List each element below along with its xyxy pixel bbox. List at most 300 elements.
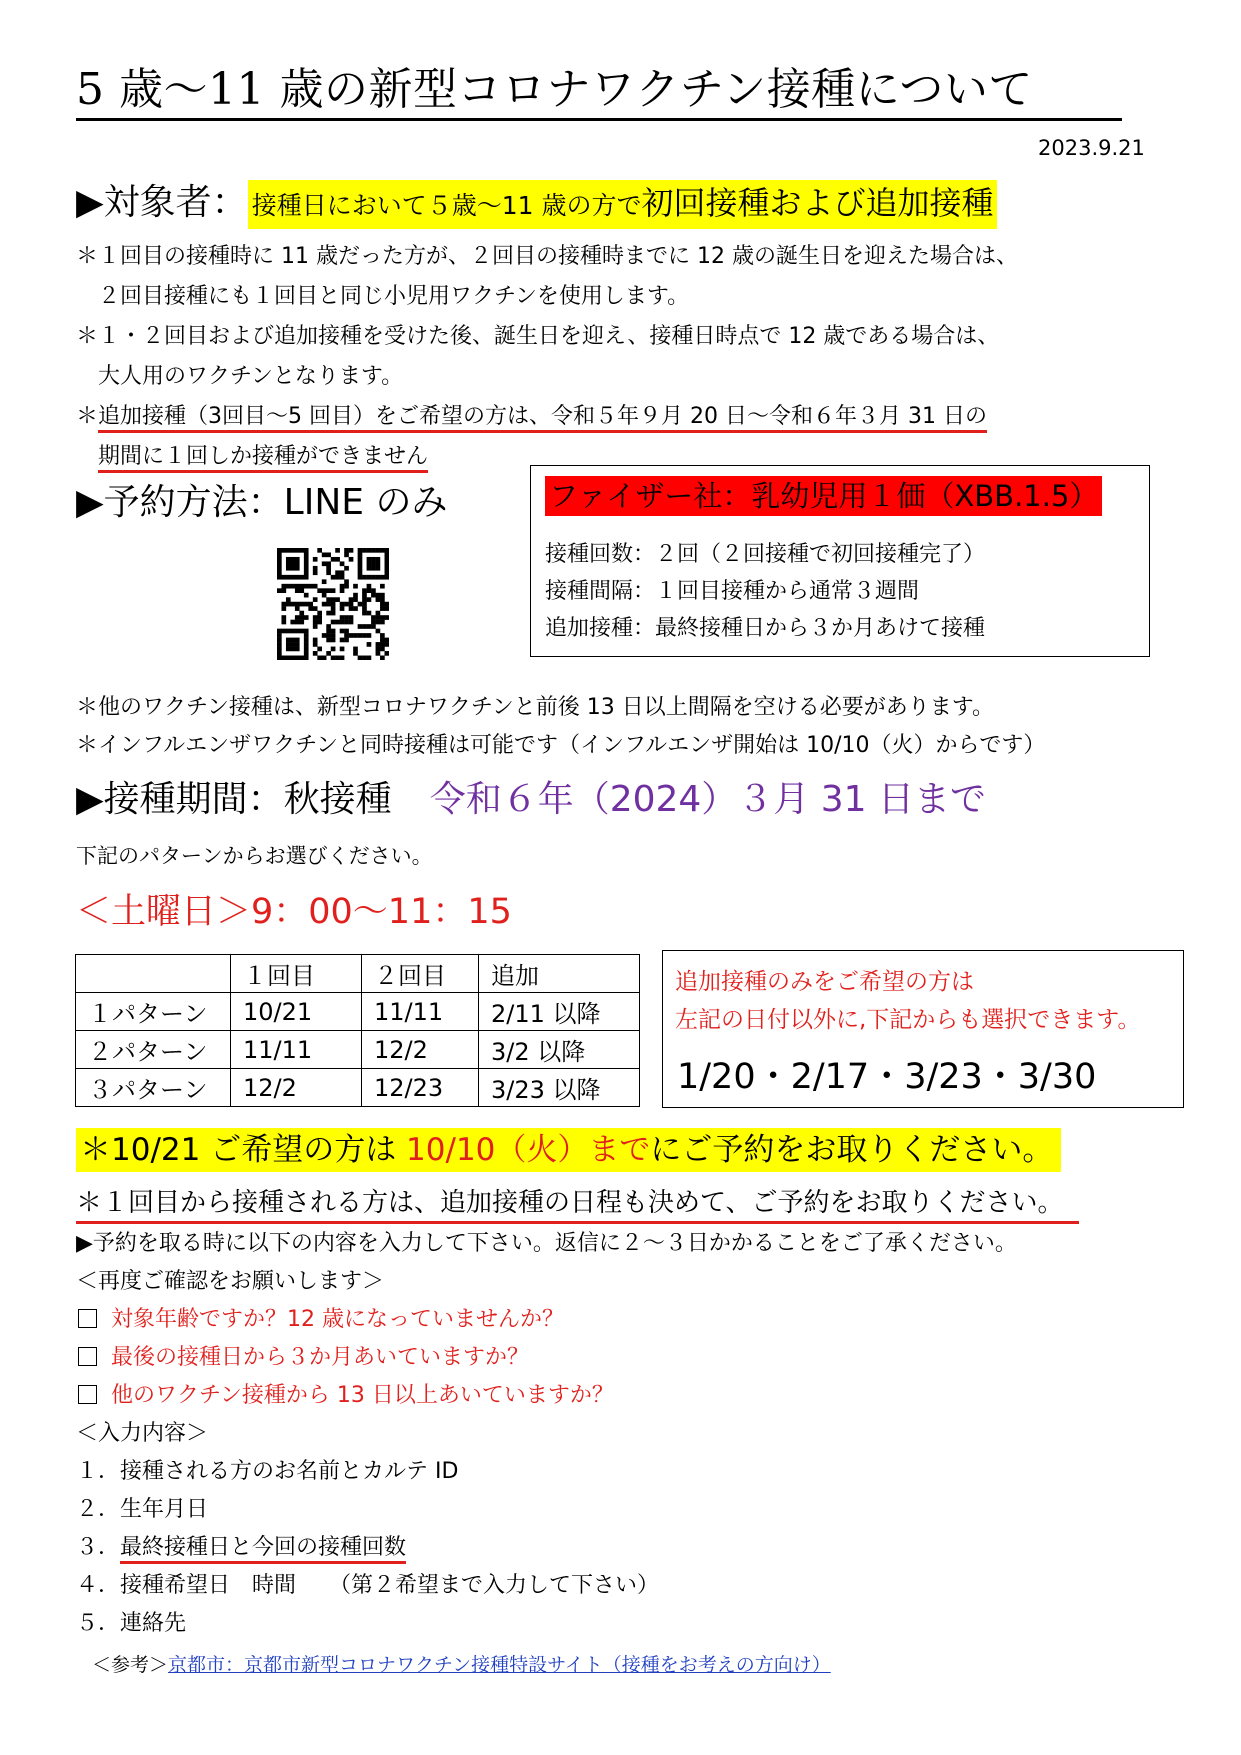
qr-module [331,611,336,616]
qr-module [385,566,389,571]
qr-module [286,575,291,580]
table-cell: 11/11 [362,993,479,1031]
check-label: 他のワクチン接種から 13 日以上あいていますか？ [111,1383,614,1408]
qr-module [281,584,286,589]
qr-module [358,656,363,660]
qr-module [353,584,358,589]
qr-module [353,651,358,656]
qr-module [290,566,295,571]
qr-module [304,633,309,638]
qr-module [367,548,372,553]
qr-module [322,579,327,584]
qr-module [308,584,313,589]
vaccine-info-box [530,465,1150,657]
qr-module [317,588,322,593]
qr-module [286,561,291,566]
input-item-4: ４．接種希望日 時間 （第２希望まで入力して下さい） [76,1573,660,1598]
qr-module [295,557,300,562]
qr-module [304,638,309,643]
qr-module [304,642,309,647]
qr-module [331,602,336,607]
table-cell: 11/11 [231,1031,362,1069]
qr-module [304,593,309,598]
qr-module [380,633,385,638]
qr-module [326,629,331,634]
qr-module [385,615,389,620]
qr-module [344,566,349,571]
note-3-text: 追加接種（3回目〜5 回目）をご希望の方は、令和５年９月 20 日〜令和６年３月 31 日の [98,404,987,433]
qr-module [290,647,295,652]
qr-module [277,647,282,652]
qr-module [335,656,340,660]
qr-module [299,548,304,553]
qr-module [385,642,389,647]
qr-module [322,588,327,593]
qr-module [277,642,282,647]
qr-module [277,638,282,643]
qr-module [286,597,291,602]
qr-module [290,620,295,625]
qr-module [277,629,282,634]
reference-link[interactable]: 京都市：京都市新型コロナワクチン接種特設サイト（接種をお考えの方向け） [168,1654,831,1676]
qr-module [331,647,336,652]
qr-module [367,597,372,602]
note-3-line-1 [76,398,987,436]
qr-module [362,611,367,616]
qr-module [295,615,300,620]
page-title: 5 歳〜11 歳の新型コロナワクチン接種について [76,64,1033,115]
qr-module [385,552,389,557]
qr-module [331,633,336,638]
input-item-3-num: ３． [76,1535,121,1560]
qr-module [290,561,295,566]
qr-module [344,620,349,625]
qr-module [376,620,381,625]
qr-module [358,566,363,571]
qr-module [380,593,385,598]
qr-module [371,615,376,620]
qr-module [362,606,367,611]
qr-module [295,548,300,553]
qr-module [376,647,381,652]
reconfirm-heading: ＜再度ご確認をお願いします＞ [76,1269,385,1294]
qr-module [340,575,345,580]
reservation-heading: ▶予約方法：LINE のみ [76,482,448,523]
reference-label: ＜参考＞ [92,1654,169,1676]
qr-module [362,548,367,553]
qr-module [286,642,291,647]
qr-module [385,570,389,575]
checkbox-icon[interactable] [78,1309,97,1328]
qr-module [290,638,295,643]
qr-module [344,615,349,620]
table-cell: 2/11 以降 [479,993,640,1031]
qr-module [385,651,389,656]
qr-module [295,602,300,607]
qr-module [290,602,295,607]
qr-module [295,566,300,571]
qr-module [317,611,322,616]
qr-module [376,651,381,656]
booster-line-1: 追加接種のみをご希望の方は [675,969,974,995]
qr-module [295,584,300,589]
qr-module [304,651,309,656]
qr-module [295,656,300,660]
qr-module [371,561,376,566]
qr-module [281,575,286,580]
qr-module [295,561,300,566]
qr-module [358,624,363,629]
qr-module [286,548,291,553]
qr-module [304,552,309,557]
qr-module [322,552,327,557]
checkbox-icon[interactable] [78,1385,97,1404]
qr-module [290,656,295,660]
qr-module [277,633,282,638]
qr-module [344,602,349,607]
note-1-line-2: ２回目接種にも１回目と同じ小児用ワクチンを使用します。 [98,284,690,309]
qr-module [335,557,340,562]
qr-module [326,561,331,566]
qr-module [367,575,372,580]
qr-module [299,620,304,625]
qr-module [344,552,349,557]
qr-module [286,566,291,571]
table-header: 追加 [479,955,640,993]
qr-module [299,615,304,620]
qr-module [344,584,349,589]
qr-module [340,561,345,566]
deadline-b: 10/10（火）まで [406,1132,651,1168]
qr-module [322,593,327,598]
qr-module [367,584,372,589]
qr-module [376,557,381,562]
qr-module [353,647,358,652]
qr-module [349,602,354,607]
schedule-table [75,954,640,1107]
qr-module [326,597,331,602]
qr-module [335,620,340,625]
table-row [76,1069,640,1107]
qr-module [317,615,322,620]
qr-module [358,552,363,557]
qr-module [322,656,327,660]
qr-module [322,633,327,638]
qr-module [304,570,309,575]
table-cell: 10/21 [231,993,362,1031]
qr-module [349,557,354,562]
qr-module [385,575,389,580]
input-heading: ＜入力内容＞ [76,1421,209,1446]
deadline-a: ＊10/21 ご希望の方は [80,1132,407,1168]
qr-module [367,566,372,571]
qr-module [335,575,340,580]
qr-module [353,633,358,638]
qr-module [371,557,376,562]
qr-module [344,633,349,638]
qr-module [385,548,389,553]
qr-module [376,566,381,571]
qr-code-icon[interactable] [277,548,389,660]
qr-module [322,602,327,607]
period-section [76,777,986,823]
qr-module [371,575,376,580]
qr-module [385,561,389,566]
qr-module [313,557,318,562]
qr-module [340,638,345,643]
qr-module [277,557,282,562]
qr-module [340,602,345,607]
qr-module [340,615,345,620]
table-row [76,993,640,1031]
qr-module [322,561,327,566]
qr-module [340,647,345,652]
qr-module [331,588,336,593]
qr-module [304,548,309,553]
qr-module [380,584,385,589]
qr-module [376,615,381,620]
qr-module [358,633,363,638]
qr-module [376,611,381,616]
qr-module [331,656,336,660]
qr-module [385,606,389,611]
table-header: ２回目 [362,955,479,993]
qr-module [277,651,282,656]
qr-module [317,647,322,652]
qr-module [286,638,291,643]
qr-module [281,588,286,593]
table-cell: 12/2 [231,1069,362,1107]
qr-module [326,624,331,629]
qr-module [313,642,318,647]
qr-module [277,575,282,580]
qr-module [326,570,331,575]
qr-module [358,548,363,553]
qr-module [326,611,331,616]
qr-module [299,629,304,634]
qr-module [286,647,291,652]
qr-module [299,611,304,616]
qr-module [376,642,381,647]
table-cell: 3/2 以降 [479,1031,640,1069]
qr-module [371,566,376,571]
checkbox-icon[interactable] [78,1347,97,1366]
qr-module [380,656,385,660]
note-3-text-2: 期間に１回しか接種ができません [98,444,428,473]
note-2-line-2: 大人用のワクチンとなります。 [98,364,404,389]
vaccine-line-1: 接種回数：２回（２回接種で初回接種完了） [545,542,986,567]
qr-module [299,588,304,593]
note-1-line-1: ＊１回目の接種時に 11 歳だった方が、２回目の接種時までに 12 歳の誕生日を迎えた場合は、 [76,244,1018,269]
qr-module [349,620,354,625]
target-text-b: 初回接種および追加接種 [641,184,994,222]
qr-module [367,588,372,593]
qr-module [281,606,286,611]
qr-module [290,584,295,589]
qr-module [277,566,282,571]
other-note-1: ＊他のワクチン接種は、新型コロナワクチンと前後 13 日以上間隔を空ける必要があります。 [76,695,995,720]
qr-module [371,588,376,593]
period-value: 令和６年（2024）３月 31 日まで [429,779,987,820]
table-cell: 12/2 [362,1031,479,1069]
input-item-5: ５．連絡先 [76,1611,187,1636]
qr-module [376,575,381,580]
qr-module [380,615,385,620]
qr-module [331,620,336,625]
input-item-1: １．接種される方のお名前とカルテ ID [76,1459,459,1484]
table-header [76,955,231,993]
qr-module [286,656,291,660]
qr-module [344,579,349,584]
qr-module [277,656,282,660]
title-underline [76,118,1122,121]
qr-module [290,629,295,634]
saturday-hours: ＜土曜日＞9：00〜11：15 [76,892,512,932]
qr-module [313,615,318,620]
qr-module [313,624,318,629]
qr-module [304,647,309,652]
qr-module [358,570,363,575]
qr-module [353,606,358,611]
qr-module [340,606,345,611]
qr-module [277,588,282,593]
qr-module [295,575,300,580]
qr-module [295,606,300,611]
qr-module [367,624,372,629]
first-dose-note: ＊１回目から接種される方は、追加接種の日程も決めて、ご予約をお取りください。 [76,1185,1079,1224]
qr-module [376,597,381,602]
qr-module [299,575,304,580]
choose-text: 下記のパターンからお選びください。 [76,844,433,868]
qr-module [281,620,286,625]
qr-module [295,620,300,625]
qr-module [326,633,331,638]
check-item [78,1302,564,1338]
qr-module [349,606,354,611]
qr-module [340,656,345,660]
qr-module [277,570,282,575]
qr-module [340,570,345,575]
other-note-2: ＊インフルエンザワクチンと同時接種は可能です（インフルエンザ開始は 10/10（火）からです） [76,733,1046,758]
input-item-3-text: 最終接種日と今回の接種回数 [120,1535,406,1564]
table-cell: １パターン [76,993,231,1031]
qr-module [290,548,295,553]
qr-module [344,638,349,643]
qr-module [331,575,336,580]
qr-module [290,557,295,562]
qr-module [290,575,295,580]
qr-module [376,561,381,566]
period-heading: ▶接種期間：秋接種 [76,779,392,820]
reference [92,1650,831,1677]
qr-module [358,575,363,580]
qr-module [290,642,295,647]
table-cell: ３パターン [76,1069,231,1107]
qr-module [371,548,376,553]
qr-module [371,593,376,598]
vaccine-line-2: 接種間隔：１回目接種から通常３週間 [545,579,920,604]
qr-module [281,548,286,553]
qr-module [326,638,331,643]
qr-module [367,611,372,616]
qr-module [376,629,381,634]
qr-module [286,557,291,562]
qr-module [362,602,367,607]
qr-module [299,602,304,607]
qr-module [376,593,381,598]
qr-module [326,588,331,593]
qr-module [281,656,286,660]
deadline-c: にご予約をお取りください。 [650,1132,1054,1168]
qr-module [308,606,313,611]
qr-module [335,597,340,602]
qr-module [349,548,354,553]
qr-module [344,548,349,553]
qr-module [277,548,282,553]
table-cell: ２パターン [76,1031,231,1069]
vaccine-line-3: 追加接種：最終接種日から３か月あけて接種 [545,616,986,641]
qr-module [380,638,385,643]
qr-module [340,588,345,593]
qr-module [304,575,309,580]
qr-module [367,561,372,566]
qr-module [367,656,372,660]
qr-module [313,570,318,575]
document-date: 2023.9.21 [1038,136,1145,160]
table-cell: 3/23 以降 [479,1069,640,1107]
qr-module [353,593,358,598]
qr-module [349,633,354,638]
qr-module [385,602,389,607]
qr-module [286,629,291,634]
qr-module [371,624,376,629]
qr-module [313,638,318,643]
qr-module [335,570,340,575]
qr-module [358,561,363,566]
qr-module [331,557,336,562]
qr-module [308,602,313,607]
qr-module [358,602,363,607]
qr-module [353,597,358,602]
qr-module [326,602,331,607]
qr-module [335,548,340,553]
qr-module [281,602,286,607]
qr-module [304,566,309,571]
qr-module [380,575,385,580]
check-item [78,1340,529,1376]
qr-module [299,584,304,589]
qr-module [344,629,349,634]
qr-module [380,548,385,553]
qr-module [304,656,309,660]
target-text-a: 接種日において５歳〜11 歳の方で [251,191,642,220]
qr-module [380,597,385,602]
note-3-star: ＊ [76,404,99,429]
qr-module [331,629,336,634]
qr-module [331,606,336,611]
qr-module [313,651,318,656]
input-instruction: ▶予約を取る時に以下の内容を入力して下さい。返信に２〜３日かかることをご了承ください。 [76,1231,1017,1256]
qr-module [317,620,322,625]
qr-module [367,633,372,638]
qr-module [286,584,291,589]
qr-module [362,656,367,660]
qr-module [326,552,331,557]
qr-module [295,642,300,647]
qr-module [367,557,372,562]
note-2-line-1: ＊１・２回目および追加接種を受けた後、誕生日を迎え、接種日時点で 12 歳である場合は、 [76,324,1000,349]
qr-module [304,557,309,562]
